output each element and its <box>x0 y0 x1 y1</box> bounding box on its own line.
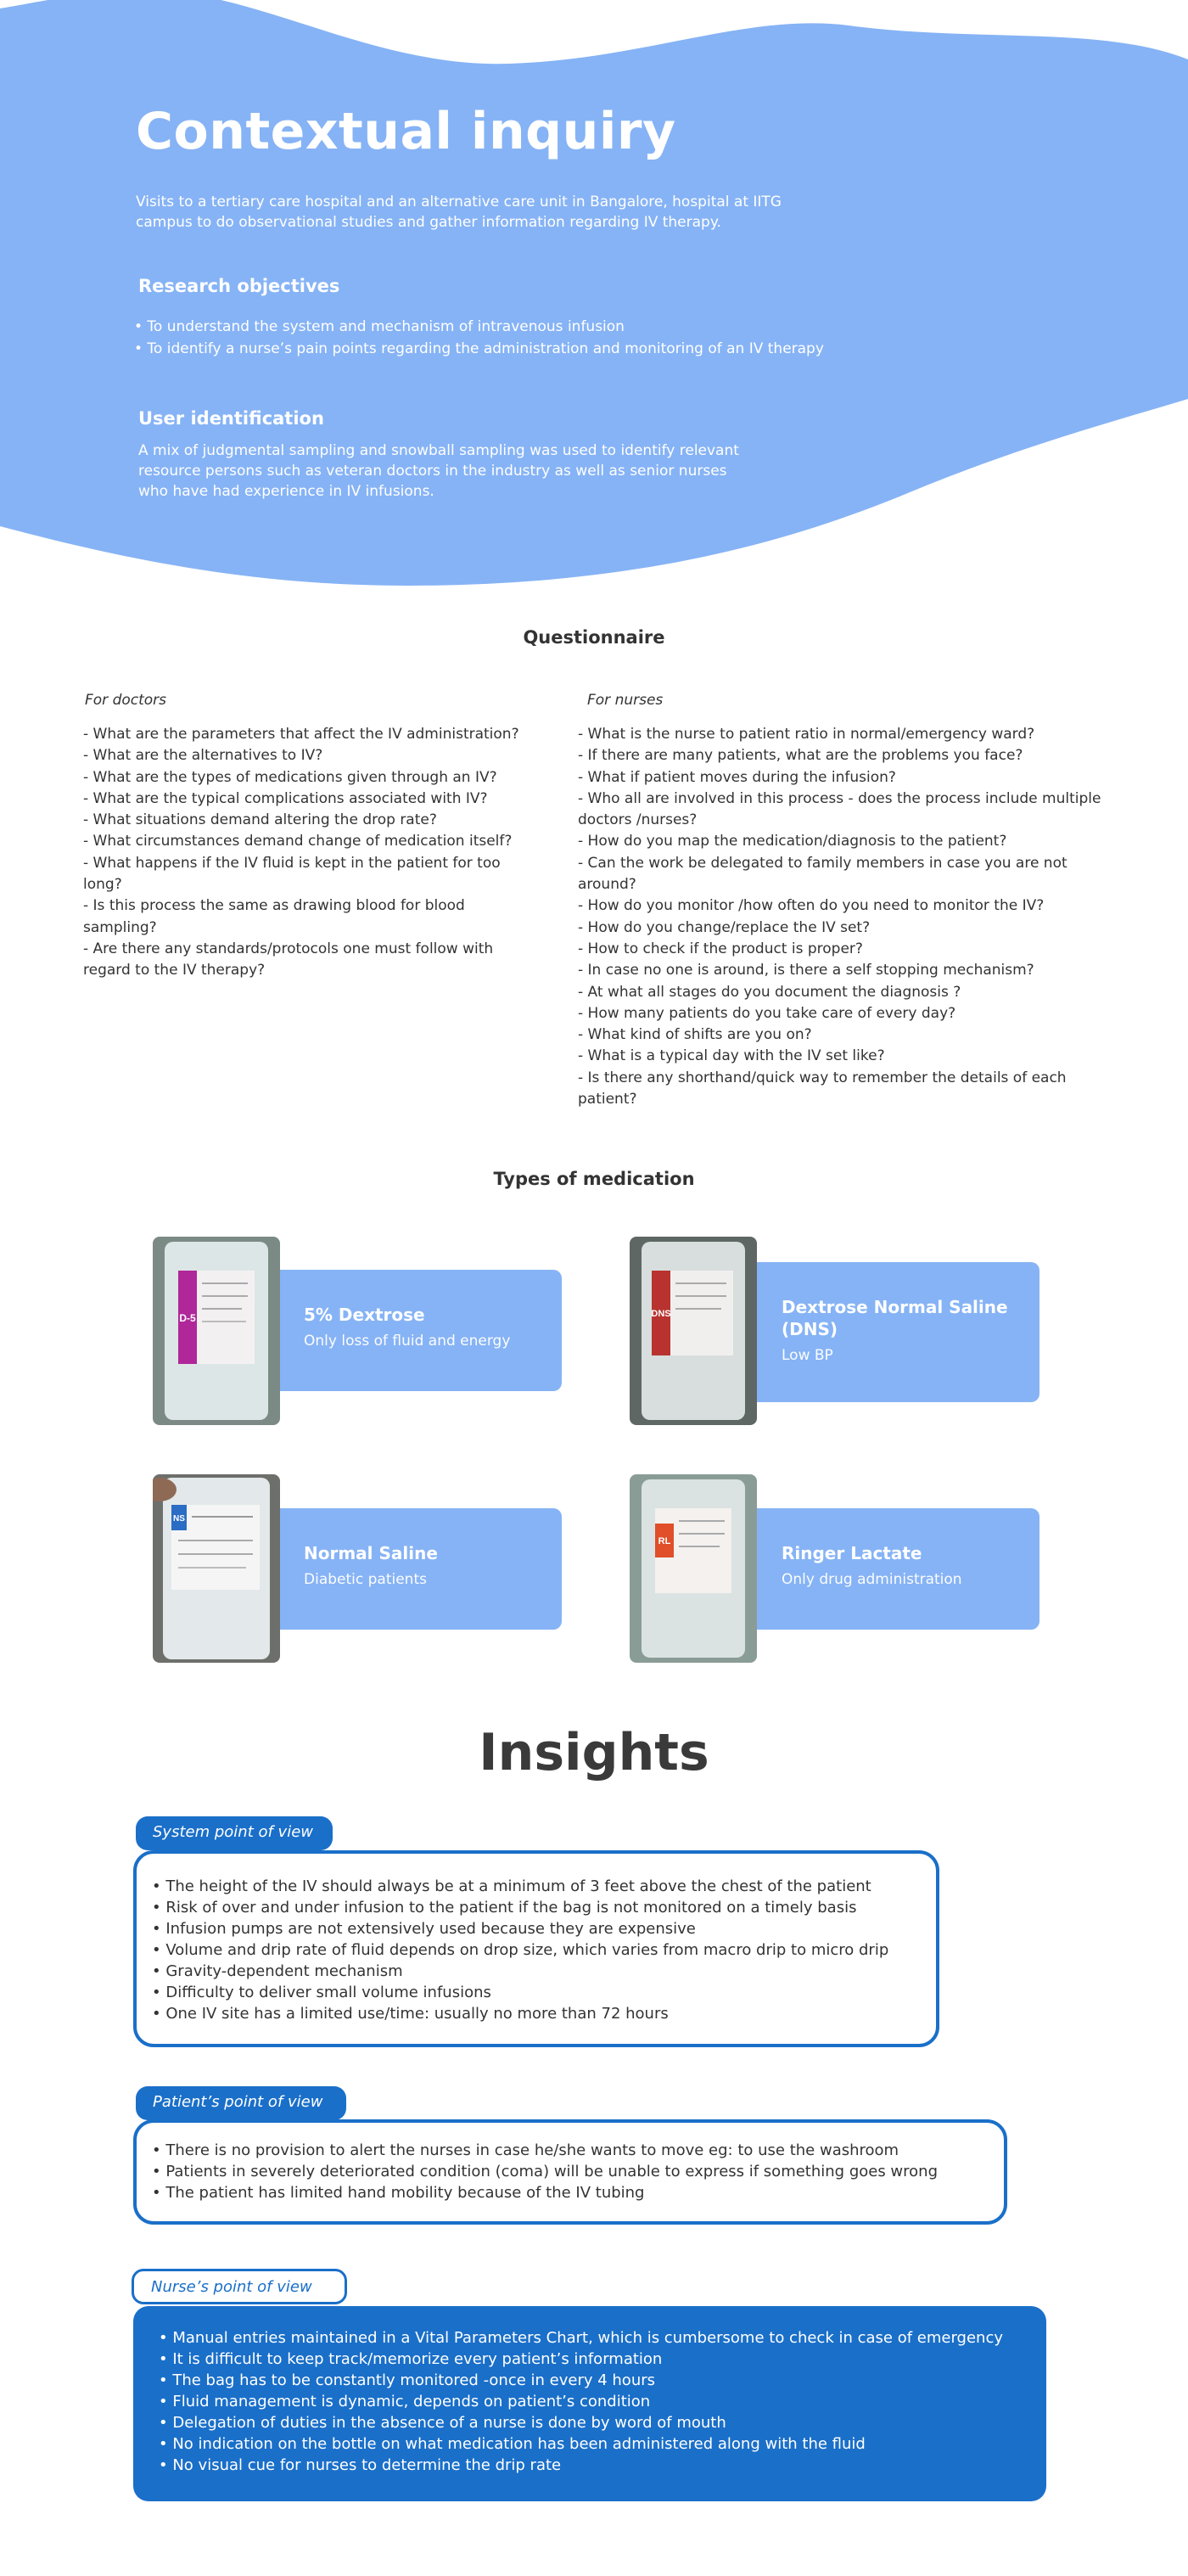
medication-card-dextrose <box>272 1270 562 1391</box>
insight-item: • Fluid management is dynamic, depends on patient’s condition <box>159 2393 651 2410</box>
medication-card-normal-saline <box>272 1508 562 1630</box>
nurse-pov-box <box>133 2306 1046 2501</box>
insight-item: • The patient has limited hand mobility because of the IV tubing <box>152 2184 645 2202</box>
patient-pov-list <box>152 2140 938 2203</box>
question-item: - Can the work be delegated to family members in case you are not around? <box>578 854 1068 894</box>
objective-item: • To identify a nurse’s pain points regarding the administration and monitoring of an IV therapy <box>134 340 824 357</box>
nurse-pov-list <box>159 2327 1003 2476</box>
patient-pov-label: Patient’s point of view <box>136 2086 346 2120</box>
system-pov-box <box>133 1850 939 2047</box>
nurses-question-list <box>578 724 1112 1110</box>
insight-item: • Infusion pumps are not extensively used because they are expensive <box>152 1920 696 1938</box>
insight-item: • Manual entries maintained in a Vital Parameters Chart, which is cumbersome to check in case of emergency <box>159 2329 1004 2347</box>
iv-bag-photo <box>630 1474 757 1663</box>
page-title: Contextual inquiry <box>136 102 676 161</box>
nurse-pov-label: Nurse’s point of view <box>132 2269 347 2304</box>
question-item: - How do you monitor /how often do you need to monitor the IV? <box>578 897 1045 915</box>
medication-desc: Only drug administration <box>782 1571 962 1588</box>
question-item: - In case no one is around, is there a self stopping mechanism? <box>578 962 1034 979</box>
insight-item: • It is difficult to keep track/memorize every patient’s information <box>159 2350 663 2368</box>
question-item: - Are there any standards/protocols one must follow with regard to the IV therapy? <box>83 940 494 979</box>
iv-bag-image <box>630 1237 757 1425</box>
doctors-question-list <box>83 724 541 982</box>
for-nurses-label: For nurses <box>587 692 664 709</box>
question-item: - What is the nurse to patient ratio in normal/emergency ward? <box>578 726 1035 743</box>
question-item: - What is a typical day with the IV set like? <box>578 1047 885 1065</box>
iv-bag-photo <box>153 1237 280 1425</box>
patient-pov-box <box>133 2119 1007 2225</box>
question-item: - Is there any shorthand/quick way to remember the details of each patient? <box>578 1069 1067 1108</box>
system-pov-label: System point of view <box>136 1816 333 1850</box>
system-pov-list <box>152 1876 888 2024</box>
medication-title: Types of medication <box>493 1169 695 1189</box>
bag-label-text: RL <box>658 1536 671 1546</box>
iv-bag-image <box>153 1237 280 1425</box>
medication-desc: Low BP <box>782 1347 833 1364</box>
questionnaire-title: Questionnaire <box>523 627 665 648</box>
insight-item: • Patients in severely deteriorated condition (coma) will be unable to express if something goes wrong <box>152 2163 939 2180</box>
medication-card-dns <box>749 1262 1040 1402</box>
insight-item: • The height of the IV should always be at a minimum of 3 feet above the chest of the patient <box>152 1877 871 1895</box>
insight-item: • The bag has to be constantly monitored -once in every 4 hours <box>159 2371 655 2389</box>
question-item: - What if patient moves during the infusion? <box>578 768 896 786</box>
medication-name: Dextrose Normal Saline (DNS) <box>782 1297 1008 1339</box>
question-item: - What circumstances demand change of medication itself? <box>83 833 513 850</box>
hero-background <box>0 0 1188 594</box>
question-item: - Is this process the same as drawing blood for blood sampling? <box>83 897 465 936</box>
question-item: - What happens if the IV fluid is kept in the patient for too long? <box>83 854 501 894</box>
intro-text: Visits to a tertiary care hospital and an alternative care unit in Bangalore, hospital at IITG campus to do observational studies and gather information regarding IV therapy. <box>136 194 782 231</box>
question-item: - What situations demand altering the drop rate? <box>83 811 437 829</box>
medication-name: 5% Dextrose <box>304 1305 425 1325</box>
insight-item: • Volume and drip rate of fluid depends on drop size, which varies from macro drip to micro drip <box>152 1941 889 1959</box>
question-item: - How do you map the medication/diagnosis to the patient? <box>578 833 1007 850</box>
question-item: - What kind of shifts are you on? <box>578 1026 812 1044</box>
research-objectives-list <box>134 316 824 360</box>
medication-desc: Only loss of fluid and energy <box>304 1333 511 1350</box>
question-item: - How to check if the product is proper? <box>578 940 863 957</box>
insight-item: • No indication on the bottle on what medication has been administered along with the fluid <box>159 2435 866 2453</box>
insight-item: • There is no provision to alert the nurses in case he/she wants to move eg: to use the washroom <box>152 2141 899 2159</box>
insight-item: • No visual cue for nurses to determine the drip rate <box>159 2456 562 2474</box>
question-item: - How do you change/replace the IV set? <box>578 918 871 936</box>
insight-item: • Risk of over and under infusion to the patient if the bag is not monitored on a timely basis <box>152 1899 857 1917</box>
question-item: - What are the alternatives to IV? <box>83 747 323 765</box>
medication-name: Ringer Lactate <box>782 1543 922 1563</box>
question-item: - What are the parameters that affect the IV administration? <box>83 726 519 743</box>
medication-card-ringer-lactate <box>749 1508 1040 1630</box>
insight-item: • Delegation of duties in the absence of a nurse is done by word of mouth <box>159 2414 726 2432</box>
insights-title: Insights <box>479 1723 709 1782</box>
iv-bag-image <box>630 1474 757 1663</box>
bag-label-text: DNS <box>651 1309 671 1319</box>
insight-item: • Gravity-dependent mechanism <box>152 1962 403 1980</box>
insight-item: • One IV site has a limited use/time: usually no more than 72 hours <box>152 2005 669 2023</box>
question-item: - Who all are involved in this process - does the process include multiple doctors /nurses? <box>578 789 1101 829</box>
research-objectives-heading: Research objectives <box>138 276 340 296</box>
insight-item: • Difficulty to deliver small volume infusions <box>152 1984 491 2001</box>
question-item: - What are the types of medications given through an IV? <box>83 768 497 786</box>
iv-bag-image <box>153 1474 280 1663</box>
iv-bag-photo <box>630 1237 757 1425</box>
question-item: - At what all stages do you document the diagnosis ? <box>578 983 961 1001</box>
question-item: - What are the typical complications associated with IV? <box>83 789 488 807</box>
medication-name: Normal Saline <box>304 1543 438 1563</box>
user-identification-text: A mix of judgmental sampling and snowball sampling was used to identify relevant resource persons such as veteran doctors in the industry as well as senior nurses who have had experience in IV infusions. <box>138 442 739 500</box>
bag-label-text: NS <box>173 1514 185 1524</box>
medication-desc: Diabetic patients <box>304 1571 427 1588</box>
objective-item: • To understand the system and mechanism of intravenous infusion <box>134 318 625 335</box>
bag-label-text: D-5 <box>179 1312 196 1324</box>
user-identification-heading: User identification <box>138 408 324 429</box>
question-item: - How many patients do you take care of every day? <box>578 1004 956 1022</box>
for-doctors-label: For doctors <box>85 692 167 709</box>
question-item: - If there are many patients, what are the problems you face? <box>578 747 1023 765</box>
iv-bag-photo <box>153 1474 280 1663</box>
